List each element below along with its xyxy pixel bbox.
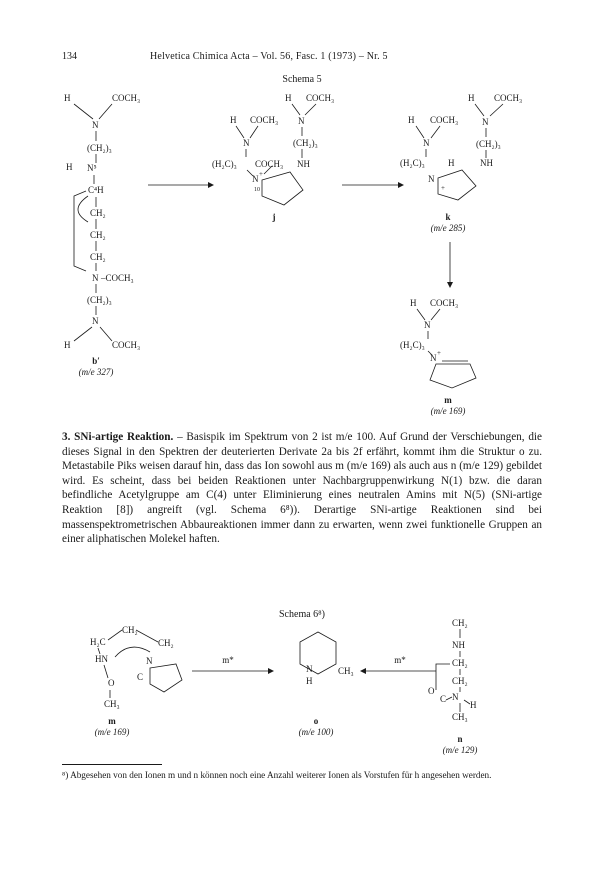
arrow-m-to-o-head — [268, 668, 274, 674]
svg-text:(CH₂)₃: (CH₂)₃ — [87, 295, 112, 305]
svg-text:+: + — [437, 349, 441, 357]
arrow-m-label: m* — [222, 655, 234, 665]
svg-text:CH₂: CH₂ — [452, 658, 468, 668]
svg-text:C: C — [440, 694, 447, 704]
svg-text:CH₂: CH₂ — [90, 230, 106, 240]
section-heading: 3. SNi-artige Reaktion. — [62, 431, 174, 443]
svg-text:CH₂: CH₂ — [122, 625, 138, 635]
svg-text:COCH₃: COCH₃ — [255, 159, 284, 169]
k-label: k — [445, 212, 451, 222]
section-paragraph: – Basispik im Spektrum von 2 ist m/e 100. Auf Grund der Verschiebungen, die dieses Signal in den Spektren der deuterierten Derivate 2a bis 2f erfährt, kommt ihm die Struktur o zu. Metastabile Piks weisen darauf hin, dass das Ion sowohl aus m (m/e 169) als auch aus n (m/e 129) gebildet wird. Es scheint, dass bei beiden Reaktionen unter Nachbargruppenwirkung N(1) bzw. die daran befindliche Acetylgruppe am C(4) unter Eliminierung eines neutralen Amins mit N(5) (SNi-artige Reaktion [8]) angreift (vgl. Schema 6⁸)). Derartige SNi-artige Reaktionen sind bei massenspektrometrischen Abbaureaktionen immer dann zu erwarten, wenn zwei funktionelle Gruppen an einer aliphatischen Molekel haften. — [62, 431, 542, 546]
svg-text:+: + — [259, 170, 263, 178]
running-title: Helvetica Chimica Acta – Vol. 56, Fasc. 1 (1973) – Nr. 5 — [150, 51, 388, 62]
arrow-n-label: m* — [394, 655, 406, 665]
scheme-6-title: Schema 6⁸) — [279, 609, 325, 620]
svg-text:H: H — [230, 115, 237, 125]
svg-text:–COCH₃: –COCH₃ — [101, 273, 134, 283]
svg-text:H: H — [470, 700, 477, 710]
m-label: m — [444, 395, 452, 405]
svg-text:H: H — [448, 158, 455, 168]
svg-text:H: H — [408, 115, 415, 125]
svg-text:COCH₃: COCH₃ — [250, 115, 279, 125]
structure-j — [212, 93, 334, 222]
k-mass: (m/e 285) — [430, 223, 466, 233]
structure-m-scheme6 — [90, 625, 182, 737]
page-number: 134 — [62, 51, 77, 62]
svg-text:H: H — [468, 93, 475, 103]
svg-text:CH₂: CH₂ — [452, 676, 468, 686]
svg-text:H: H — [306, 676, 313, 686]
svg-text:H: H — [285, 93, 292, 103]
svg-text:H: H — [64, 93, 71, 103]
svg-text:COCH₃: COCH₃ — [112, 93, 141, 103]
svg-text:CH₃: CH₃ — [452, 712, 468, 722]
o-label: o — [313, 716, 319, 726]
svg-text:CH₃: CH₃ — [104, 699, 120, 709]
footnote-rule — [62, 764, 162, 765]
svg-text:N: N — [306, 664, 313, 674]
svg-text:COCH₃: COCH₃ — [306, 93, 335, 103]
svg-text:N: N — [428, 174, 435, 184]
svg-text:HN: HN — [95, 654, 108, 664]
svg-text:CH₂: CH₂ — [90, 252, 106, 262]
scheme-5-figure — [0, 0, 604, 430]
svg-text:NH: NH — [297, 159, 310, 169]
structure-o — [299, 632, 354, 737]
o-mass: (m/e 100) — [298, 727, 334, 737]
scheme-6-figure — [0, 600, 604, 765]
footnote-marker: ⁸) — [62, 770, 69, 780]
svg-text:(H₂C)₃: (H₂C)₃ — [212, 159, 237, 169]
svg-text:NH: NH — [480, 158, 493, 168]
svg-text:N: N — [298, 116, 305, 126]
svg-text:O: O — [428, 686, 435, 696]
svg-text:NH: NH — [452, 640, 465, 650]
footnote-text: Abgesehen von den Ionen m und n können noch eine Anzahl weiterer Ionen als Vorstufen für h angesehen werden. — [70, 770, 492, 780]
svg-text:COCH₃: COCH₃ — [430, 298, 459, 308]
svg-text:CH₃: CH₃ — [338, 666, 354, 676]
scheme-5-title: Schema 5 — [282, 74, 322, 85]
svg-text:(H₂C)₃: (H₂C)₃ — [400, 340, 425, 350]
svg-text:N: N — [146, 656, 153, 666]
svg-text:H: H — [410, 298, 417, 308]
svg-text:CH₂: CH₂ — [158, 638, 174, 648]
footnote — [62, 769, 542, 782]
svg-text:N: N — [92, 120, 99, 130]
svg-text:H₂C: H₂C — [90, 637, 106, 647]
svg-text:CH₂: CH₂ — [452, 618, 468, 628]
svg-text:N: N — [482, 117, 489, 127]
svg-text:N: N — [92, 273, 99, 283]
j-label: j — [272, 212, 276, 222]
svg-text:N: N — [243, 138, 250, 148]
arrow-j-to-k-head — [398, 182, 404, 188]
svg-text:N: N — [430, 353, 437, 363]
m6-mass: (m/e 169) — [94, 727, 130, 737]
svg-text:10: 10 — [254, 187, 260, 193]
structure-k — [400, 93, 522, 233]
svg-text:CH₂: CH₂ — [90, 208, 106, 218]
svg-text:COCH₃: COCH₃ — [112, 340, 141, 350]
svg-text:COCH₃: COCH₃ — [494, 93, 523, 103]
svg-text:(H₂C)₃: (H₂C)₃ — [400, 158, 425, 168]
m-mass: (m/e 169) — [430, 406, 466, 416]
svg-text:+: + — [441, 184, 445, 192]
b-label: b′ — [92, 356, 100, 366]
n-mass: (m/e 129) — [442, 745, 478, 755]
structure-n — [428, 618, 477, 755]
svg-text:(CH₂)₃: (CH₂)₃ — [293, 138, 318, 148]
svg-text:(CH₂)₃: (CH₂)₃ — [87, 143, 112, 153]
arrow-k-to-m-head — [447, 282, 453, 288]
n-label: n — [457, 734, 463, 744]
svg-text:H: H — [66, 162, 73, 172]
svg-text:O: O — [108, 678, 115, 688]
svg-text:C: C — [137, 672, 144, 682]
structure-m — [400, 298, 476, 416]
structure-b-prime — [64, 93, 140, 377]
b-mass: (m/e 327) — [78, 367, 114, 377]
arrow-n-to-o-head — [360, 668, 366, 674]
svg-text:N: N — [452, 692, 459, 702]
svg-text:N: N — [423, 138, 430, 148]
svg-text:H: H — [64, 340, 71, 350]
section-3 — [62, 430, 542, 547]
svg-text:N⁵: N⁵ — [87, 163, 97, 173]
svg-text:N: N — [92, 316, 99, 326]
m6-label: m — [108, 716, 116, 726]
svg-text:C⁴H: C⁴H — [88, 185, 104, 195]
svg-text:N: N — [424, 320, 431, 330]
arrow-b-to-j-head — [208, 182, 214, 188]
svg-text:N: N — [252, 174, 259, 184]
svg-text:COCH₃: COCH₃ — [430, 115, 459, 125]
svg-text:(CH₂)₃: (CH₂)₃ — [476, 139, 501, 149]
